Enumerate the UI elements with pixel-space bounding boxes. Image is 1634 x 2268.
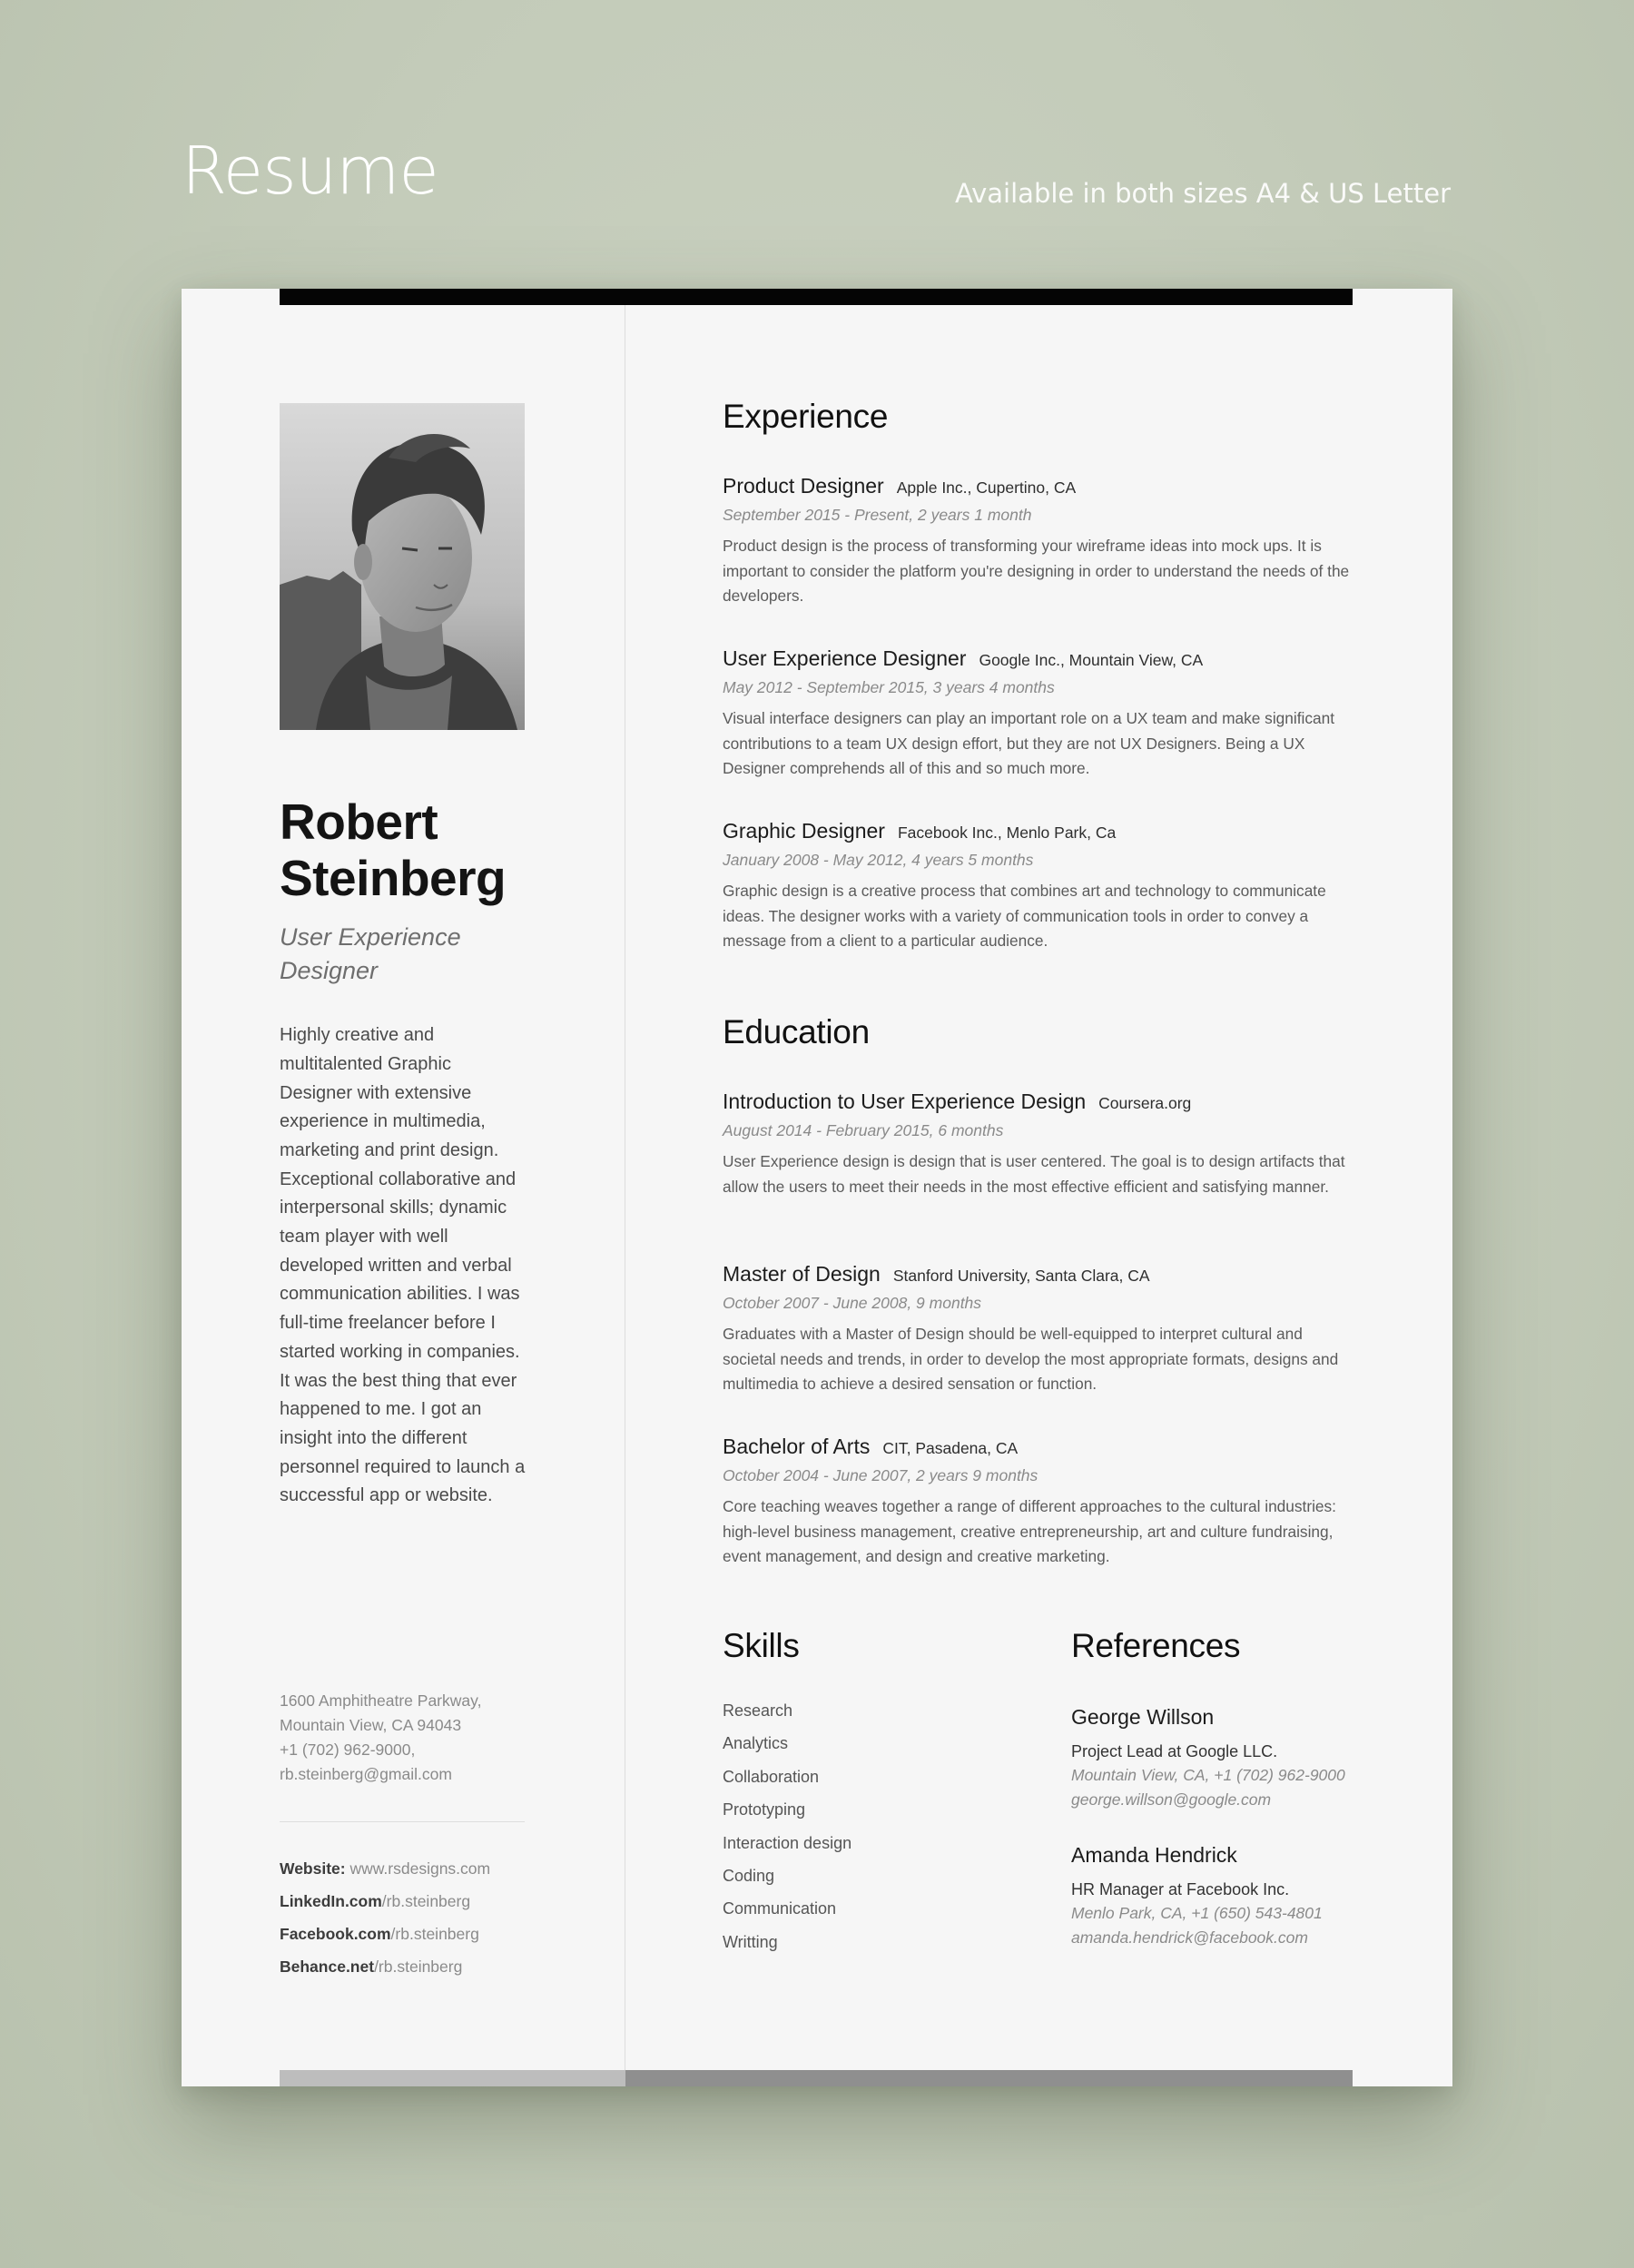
job-title-line2: Designer [280,956,379,984]
link-facebook[interactable] [280,1918,543,1950]
entry-title: User Experience Designer [723,646,967,670]
bottom-bar-right [625,2070,1353,2086]
entry-description: Graphic design is a creative process that combines art and technology to communicate ideas. The designer works with a variety of communication tools in order to convey a message from a client to a particular audience. [723,882,1326,950]
entry-dates: May 2012 - September 2015, 3 years 4 months [723,678,1055,696]
education-entry [723,1435,1358,1570]
entry-dates: October 2004 - June 2007, 2 years 9 months [723,1466,1038,1484]
address-line2: Mountain View, CA 94043 [280,1716,462,1734]
entry-title: Graphic Designer [723,819,885,843]
skill-item: Prototyping [723,1800,806,1819]
reference-card [1071,1841,1371,1950]
resume-document [182,289,1452,2086]
link-value: /rb.steinberg [390,1925,479,1943]
reference-location-phone: Menlo Park, CA, +1 (650) 543-4801 [1071,1904,1323,1922]
entry-description: Product design is the process of transforming your wireframe ideas into mock ups. It is important to consider the platform you're designing in order to understand the needs of the developers. [723,537,1350,605]
experience-entry [723,819,1358,954]
entry-dates: September 2015 - Present, 2 years 1 month [723,506,1032,524]
skills-heading: Skills [723,1627,800,1664]
first-name: Robert [280,794,438,850]
references-list [1071,1703,1371,1979]
reference-role: HR Manager at Facebook Inc. [1071,1880,1290,1898]
entry-org: Coursera.org [1098,1094,1192,1112]
skill-item: Interaction design [723,1833,852,1852]
phone: +1 (702) 962-9000, [280,1740,416,1759]
entry-org: Apple Inc., Cupertino, CA [896,478,1077,497]
job-title [280,921,527,987]
job-title-line1: User Experience [280,923,461,952]
bio-text: Highly creative and multitalented Graphic Designer with extensive experience in multimedia, marketing and print design. Exceptional collaborative and interpersonal skills; dynamic team player with well developed written and verbal communication abilities. I was full-time freelancer before I started working in companies. It was the best thing that ever happened to me. I got an insight into the different personnel required to launch a successful app or website. [280,1025,526,1506]
link-website[interactable] [280,1852,543,1885]
education-heading: Education [723,1013,870,1050]
education-entry [723,1262,1358,1397]
entry-title: Master of Design [723,1262,881,1286]
reference-role: Project Lead at Google LLC. [1071,1742,1278,1760]
entry-org: Stanford University, Santa Clara, CA [892,1267,1150,1285]
bottom-bar-left [280,2070,625,2086]
entry-title: Bachelor of Arts [723,1435,871,1458]
entry-dates: August 2014 - February 2015, 6 months [723,1121,1004,1139]
skill-item: Analytics [723,1734,789,1753]
skill-item: Writting [723,1932,778,1951]
entry-description: Core teaching weaves together a range of different approaches to the cultural industries: high-level business management, creative entrepreneurship, art and culture fundraising, event management, and design and creative marketing. [723,1497,1336,1565]
reference-email[interactable]: amanda.hendrick@facebook.com [1071,1928,1308,1947]
link-label: Website: [280,1859,346,1878]
experience-entry [723,646,1358,782]
page-subtitle: Available in both sizes A4 & US Letter [954,178,1451,209]
link-label: Behance.net [280,1957,375,1976]
entry-title: Product Designer [723,474,884,498]
skill-item: Collaboration [723,1767,820,1786]
experience-heading: Experience [723,398,889,435]
skills-list [723,1694,995,1958]
last-name: Steinberg [280,850,507,907]
link-label: LinkedIn.com [280,1892,382,1910]
skill-item: Coding [723,1867,775,1886]
entry-description: User Experience design is design that is user centered. The goal is to design artifacts that allow the users to meet their needs in the most effective efficient and satisfying manner. [723,1152,1345,1196]
link-value: /rb.steinberg [374,1957,463,1976]
link-value: /rb.steinberg [381,1892,471,1910]
top-accent-bar [280,289,1353,305]
education-entry [723,1090,1358,1199]
email-link[interactable]: rb.steinberg@gmail.com [280,1765,452,1783]
entry-org: Facebook Inc., Menlo Park, Ca [897,823,1117,842]
page-title: Resume [182,133,438,209]
skill-item: Communication [723,1899,837,1918]
contact-divider [280,1821,525,1822]
full-name [280,794,527,906]
reference-name: George Willson [1071,1705,1215,1729]
entry-org: CIT, Pasadena, CA [882,1439,1019,1457]
entry-description: Graduates with a Master of Design should be well-equipped to interpret cultural and societal needs and trends, in order to develop the most appropriate formats, designs and multimedia to achieve a desired sensation or function. [723,1325,1339,1393]
link-behance[interactable] [280,1950,543,1983]
entry-dates: January 2008 - May 2012, 4 years 5 months [723,851,1034,869]
entry-dates: October 2007 - June 2008, 9 months [723,1294,982,1312]
address-line1: 1600 Amphitheatre Parkway, [280,1691,482,1710]
reference-name: Amanda Hendrick [1071,1843,1237,1867]
entry-title: Introduction to User Experience Design [723,1090,1087,1113]
portrait-illustration [280,403,525,730]
reference-card [1071,1703,1371,1812]
skill-item: Research [723,1701,793,1720]
entry-org: Google Inc., Mountain View, CA [979,651,1204,669]
link-label: Facebook.com [280,1925,391,1943]
experience-entry [723,474,1358,609]
link-linkedin[interactable] [280,1885,543,1918]
contact-block [280,1689,527,1787]
profile-column [280,403,527,1511]
link-value: www.rsdesigns.com [345,1859,491,1878]
reference-email[interactable]: george.willson@google.com [1071,1790,1272,1809]
references-heading: References [1071,1627,1241,1664]
social-links [280,1852,543,1983]
reference-location-phone: Mountain View, CA, +1 (702) 962-9000 [1071,1766,1345,1784]
entry-description: Visual interface designers can play an important role on a UX team and make significant contributions to a team UX design effort, but they are not UX Designers. Being a UX Designer comprehends all of this and so much more. [723,709,1335,777]
profile-photo [280,403,525,730]
